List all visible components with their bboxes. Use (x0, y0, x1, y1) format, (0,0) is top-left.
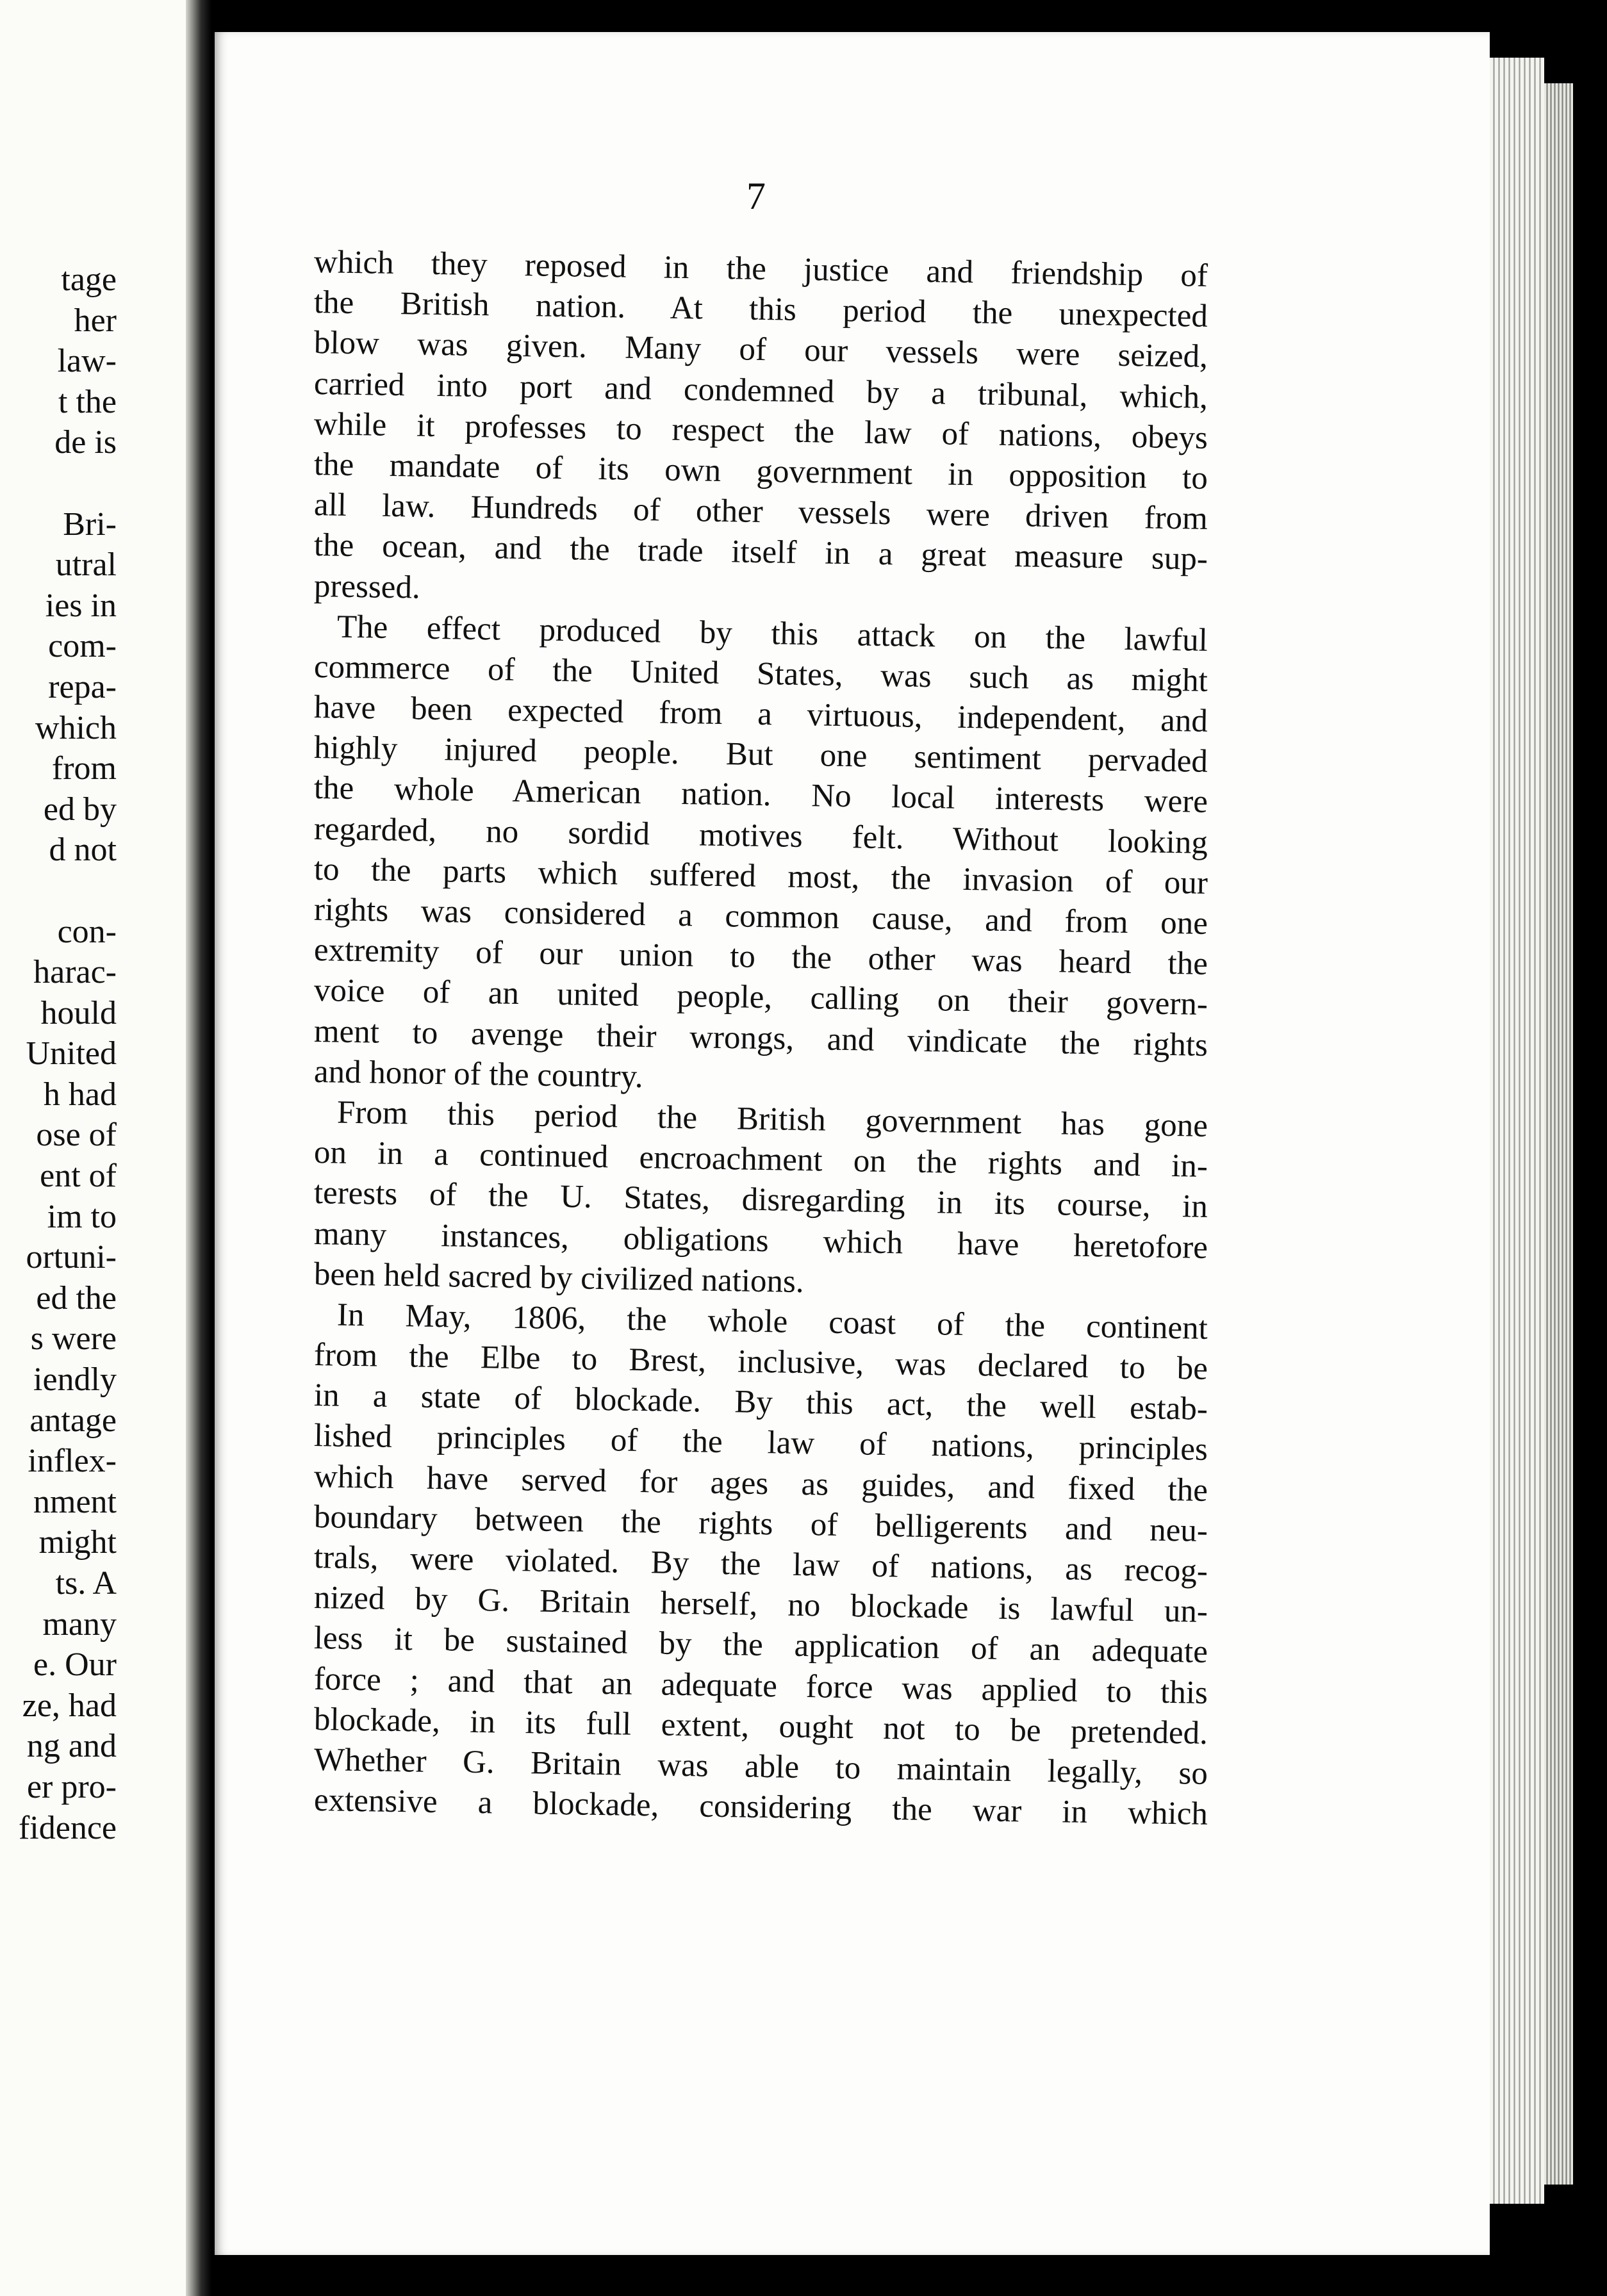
left-page-line (0, 463, 117, 504)
left-page-line: which (35, 709, 117, 746)
left-page-line: from (51, 750, 117, 787)
text-line: extensive a blockade, considering the war in which (313, 1782, 1208, 1833)
left-page-line: com- (48, 628, 117, 665)
text-line: the mandate of its own government in opposition to (313, 446, 1208, 496)
text-line: the whole American nation. No local interests were (313, 770, 1208, 821)
text-line: many instances, obligations which have heretofore (313, 1215, 1208, 1266)
left-page-line: law- (57, 343, 117, 380)
text-line: force ; and that an adequate force was applied to this (313, 1660, 1208, 1711)
left-page-line: tage (61, 261, 117, 298)
paragraph (314, 242, 1208, 607)
text-line: carried into port and condemned by a tribunal, which, (313, 365, 1208, 416)
text-line: trals, were violated. By the law of nations, as recog- (313, 1539, 1208, 1589)
left-page-line: e. Our (33, 1646, 117, 1684)
left-page-line: t the (58, 383, 117, 420)
left-page-line: er pro- (26, 1768, 117, 1805)
left-page-line: con- (57, 913, 117, 950)
paragraph (313, 1092, 1208, 1300)
text-line: lished principles of the law of nations, principles (313, 1418, 1208, 1468)
left-page-line: might (38, 1524, 117, 1561)
text-line: regarded, no sordid motives felt. Without looking (313, 810, 1208, 861)
left-page-line: harac- (33, 954, 117, 991)
text-line: boundary between the rights of belligerents and neu- (313, 1498, 1208, 1549)
left-page-line: de is (54, 424, 117, 461)
text-line: the British nation. At this period the unexpected (313, 284, 1208, 335)
left-page-line: hould (40, 994, 117, 1031)
text-line: terests of the U. States, disregarding in its course, in (313, 1175, 1208, 1226)
text-line: extremity of our union to the other was heard the (313, 932, 1208, 983)
left-page-line: Bri- (63, 505, 117, 543)
text-line: commerce of the United States, was such as might (313, 648, 1208, 699)
text-line: been held sacred by civilized nations. (313, 1256, 805, 1300)
left-page-line: s were (30, 1320, 117, 1357)
left-page-line: many (42, 1605, 117, 1643)
page-block-edges (1490, 58, 1544, 2204)
left-page-line: inflex- (28, 1443, 117, 1480)
left-page-line: ed by (43, 791, 117, 828)
text-line: and honor of the country. (313, 1053, 644, 1095)
left-page-line: utral (55, 546, 117, 584)
text-line: blow was given. Many of our vessels were seized, (313, 325, 1208, 375)
left-page-line: ortuni- (26, 1239, 117, 1276)
text-line: highly injured people. But one sentiment pervaded (313, 730, 1208, 780)
left-page-line: fidence (18, 1809, 117, 1846)
text-line: ment to avenge their wrongs, and vindicate the rights (313, 1013, 1208, 1063)
left-page-line: ed the (36, 1279, 117, 1316)
left-page-line: im to (47, 1198, 117, 1235)
left-page-line: h had (43, 1076, 117, 1113)
text-line: while it professes to respect the law of nations, obeys (313, 406, 1208, 456)
paragraph (313, 607, 1208, 1095)
text-line: in a state of blockade. By this act, the well estab- (313, 1377, 1208, 1428)
text-line: which they reposed in the justice and friendship of (313, 244, 1208, 294)
left-page-line: repa- (48, 668, 117, 705)
left-page-line: iendly (33, 1361, 117, 1398)
left-page-line: ent of (40, 1158, 117, 1195)
page-block-edges-outer (1544, 83, 1573, 2185)
text-line: blockade, in its full extent, ought not to be pretended. (313, 1701, 1208, 1751)
left-page-line: nment (33, 1483, 117, 1520)
page-number: 7 (746, 175, 766, 217)
text-line: Whether G. Britain was able to maintain legally, so (313, 1741, 1208, 1792)
text-line: rights was considered a common cause, and from one (313, 892, 1208, 942)
text-line: from the Elbe to Brest, inclusive, was declared to be (313, 1337, 1208, 1387)
left-page-line: ng and (26, 1728, 117, 1765)
left-page-line: her (74, 302, 117, 339)
text-line: all law. Hundreds of other vessels were driven from (313, 487, 1208, 537)
text-line: From this period the British government has gone (336, 1094, 1208, 1144)
left-page-line: United (26, 1035, 117, 1072)
text-line: In May, 1806, the whole coast of the continent (336, 1297, 1208, 1347)
left-page-line: ze, had (22, 1687, 117, 1724)
text-line: less it be sustained by the application of an adequate (313, 1620, 1208, 1671)
left-page-line: d not (49, 832, 117, 869)
left-facing-page (0, 0, 199, 2296)
body-text (313, 242, 1208, 1833)
text-line: The effect produced by this attack on the lawful (336, 609, 1208, 659)
left-page-line: ose of (36, 1117, 117, 1154)
text-line: voice of an united people, calling on their govern- (313, 972, 1208, 1023)
book-gutter (186, 0, 211, 2296)
text-line: which have served for ages as guides, and fixed the (313, 1458, 1208, 1509)
text-line: nized by G. Britain herself, no blockade is lawful un- (313, 1580, 1208, 1630)
text-line: have been expected from a virtuous, independent, and (313, 689, 1208, 739)
text-line: on in a continued encroachment on the rights and in- (313, 1135, 1208, 1185)
left-page-line: ts. A (55, 1565, 117, 1602)
left-page-line: antage (29, 1402, 117, 1439)
text-line: pressed. (313, 568, 421, 606)
left-page-line (0, 871, 117, 912)
text-line: to the parts which suffered most, the invasion of our (313, 851, 1208, 901)
left-page-line: ies in (45, 587, 117, 624)
text-line: the ocean, and the trade itself in a great measure sup- (313, 527, 1208, 578)
paragraph (313, 1295, 1208, 1833)
left-page-text-fragments (0, 259, 117, 1848)
